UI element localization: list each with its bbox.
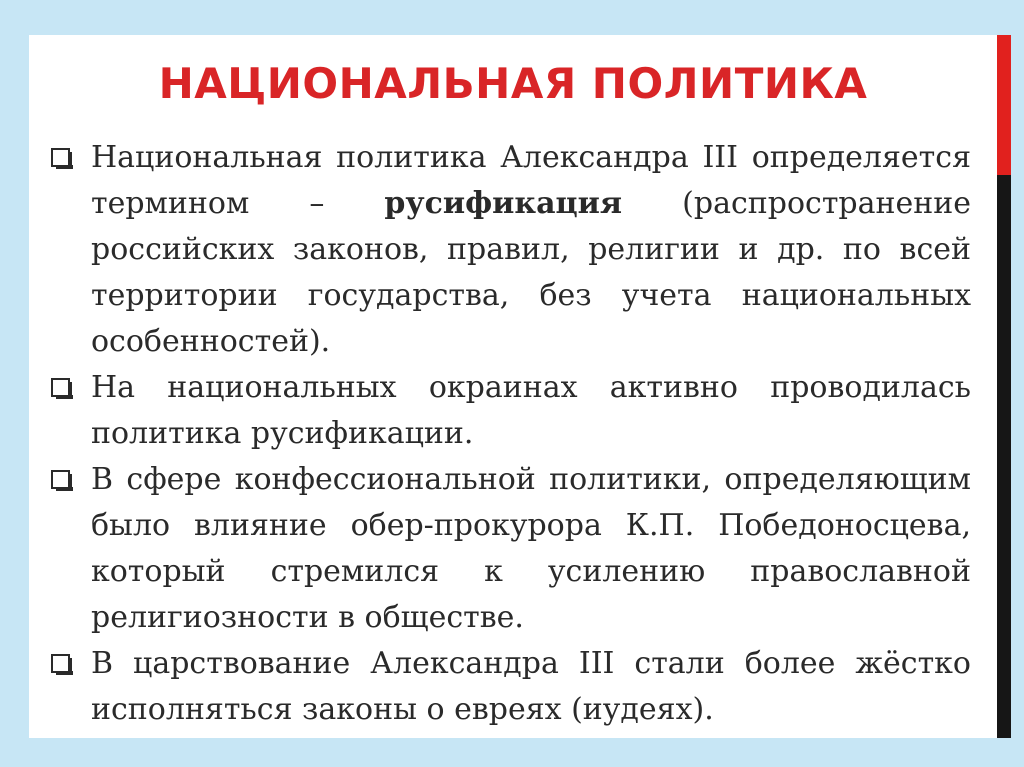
bullet-list	[47, 135, 971, 733]
checkbox-square-icon	[51, 378, 74, 401]
checkbox-square-icon	[51, 470, 74, 493]
item-text-start: Национальная политика Александра III определяется термином –	[91, 140, 971, 221]
item-text: В сфере конфессиональной политики, определяющим было влияние обер-прокурора К.П. Победоносцева, который стремился к усилению православной религиозности в обществе.	[91, 462, 971, 635]
list-item	[47, 135, 971, 365]
slide	[29, 35, 1011, 738]
list-item	[47, 641, 971, 733]
list-item	[47, 365, 971, 457]
checkbox-square-icon	[51, 654, 74, 677]
item-text: На национальных окраинах активно проводилась политика русификации.	[91, 370, 971, 451]
accent-bar-red	[997, 35, 1011, 175]
accent-bar-black	[997, 175, 1011, 738]
item-text-end: (распространение российских законов, правил, религии и др. по всей территории государства, без учета национальных особенностей).	[91, 186, 971, 359]
slide-title: НАЦИОНАЛЬНАЯ ПОЛИТИКА	[158, 59, 868, 108]
item-term-bold: русификация	[384, 186, 623, 221]
list-item	[47, 457, 971, 641]
checkbox-square-icon	[51, 148, 74, 171]
item-text: В царствование Александра III стали более жёстко исполняться законы о евреях (иудеях).	[91, 646, 971, 727]
